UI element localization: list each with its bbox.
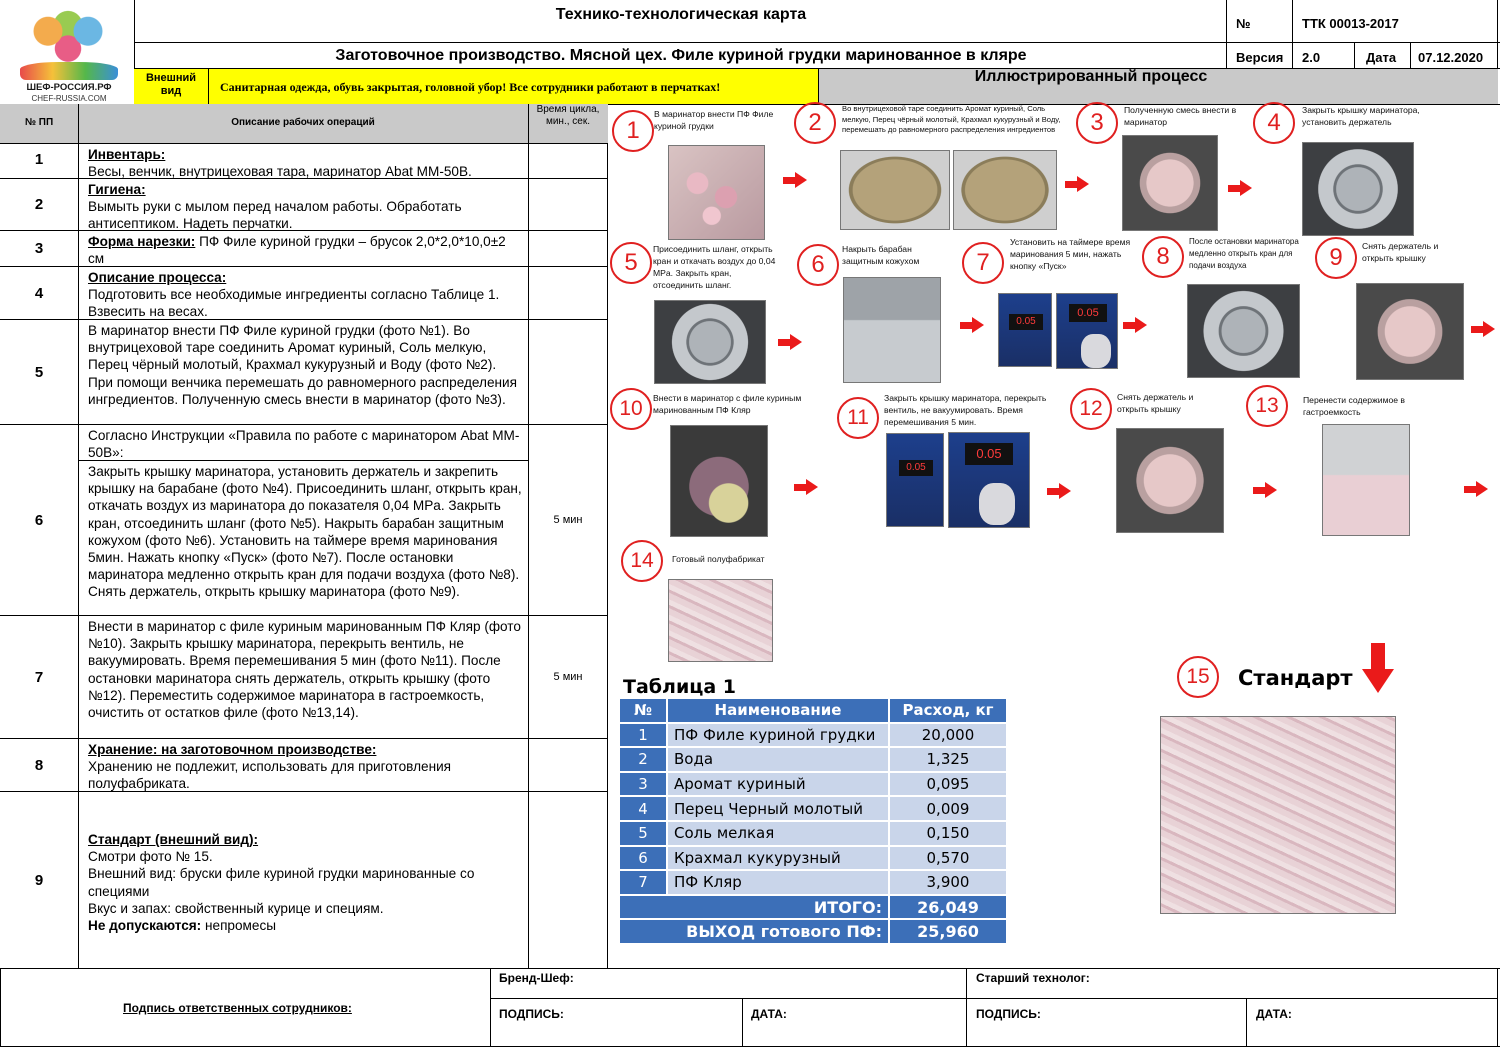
arrow-right-icon: [794, 479, 818, 495]
timer-display: 0.05: [1069, 304, 1107, 322]
standard-photo: [1160, 716, 1396, 914]
step-15-badge: 15: [1177, 656, 1219, 698]
date-value: 07.12.2020: [1418, 50, 1484, 65]
signatures-label: Подпись ответственных сотрудников:: [123, 1001, 352, 1015]
table-row: 6 Крахмал кукурузный 0,570: [620, 847, 1006, 870]
logo: [6, 4, 132, 104]
arrow-right-icon: [783, 172, 807, 188]
step-8-caption: После остановки маринатора медленно открыть кран для подачи воздуха: [1189, 237, 1299, 270]
step-2-photo-b: [953, 150, 1057, 230]
arrow-right-icon: [1464, 481, 1488, 497]
step-8-badge: 8: [1142, 236, 1184, 278]
step-6-badge: 6: [797, 244, 839, 286]
step-2-photo-a: [840, 150, 950, 230]
step-6-caption: Накрыть барабан защитным кожухом: [842, 244, 920, 266]
senior-tech-date: ДАТА:: [1256, 1007, 1292, 1021]
senior-tech-label: Старший технолог:: [976, 971, 1090, 985]
arrow-right-icon: [1228, 180, 1252, 196]
step-4-caption: Закрыть крышку маринатора, установить держатель: [1302, 105, 1420, 127]
row-2-desc: Гигиена: Вымыть руки с мылом перед началом работы. Обработать антисептиком. Надеть перчатки.: [88, 182, 462, 232]
page-subtitle: Заготовочное производство. Мясной цех. Филе куриной грудки маринованное в кляре: [335, 47, 1027, 64]
row-num-9: 9: [34, 872, 44, 889]
row-num-8: 8: [34, 757, 44, 774]
logo-line2: CHEF-RUSSIA.COM: [31, 94, 107, 103]
arrow-right-icon: [1253, 482, 1277, 498]
step-14-badge: 14: [621, 540, 663, 582]
step-4-badge: 4: [1253, 102, 1295, 144]
step-10-badge: 10: [610, 388, 652, 430]
step-2-caption: Во внутрицеховой таре соединить Аромат куриный, Соль мелкую, Перец чёрный молотый, Крахмал кукурузный и Воду, перемешать до равномерного распределения ингредиентов: [842, 104, 1061, 135]
chef-hat-icon: [18, 8, 118, 66]
row-5-desc: В маринатор внести ПФ Филе куриной грудки (фото №1). Во внутрицеховой таре соединить Аромат куриный, Соль мелкую, Перец чёрный молотый, Крахмал кукурузный и Воду (фото №2). При помощи венчика перемешать до равномерного распределения ингредиентов. Полученную смесь внести в маринатор (фото №3).: [88, 323, 517, 407]
timer-display: 0.05: [1009, 314, 1043, 330]
col-time-header: Время цикла, мин., сек.: [536, 104, 600, 127]
step-7-photo-b: [1056, 293, 1118, 369]
step-9-badge: 9: [1315, 237, 1357, 279]
arrow-right-icon: [1065, 176, 1089, 192]
row-num-2: 2: [34, 196, 44, 213]
brand-chef-sign: ПОДПИСЬ:: [499, 1007, 564, 1021]
arrow-right-icon: [1123, 317, 1147, 333]
step-3-photo: [1122, 135, 1218, 231]
step-13-photo: [1322, 424, 1410, 536]
row-num-5: 5: [34, 364, 44, 381]
row-6-desc: Закрыть крышку маринатора, установить держатель и закрепить крышку на барабане (фото №4). Присоединить шланг, открыть кран, откачать воздух из маринатора до показателя 0,04 MPa. Закрыть кран, отсоединить шланг (фото №5). Накрыть барабан защитным кожухом (фото №6). Установить на таймере время маринования 5мин. Нажать кнопку «Пуск» (фото №7). После остановки маринатора медленно открыть кран для подачи воздуха (фото №8). Снять держатель, открыть крышку маринатора (фото №9).: [88, 464, 522, 600]
table1: [618, 697, 1008, 945]
arrow-right-icon: [960, 317, 984, 333]
page-title: Технико-технологическая карта: [555, 6, 807, 23]
table-yield-row: ВЫХОД готового ПФ: 25,960: [620, 920, 1006, 943]
step-13-badge: 13: [1246, 385, 1288, 427]
brand-chef-label: Бренд-Шеф:: [499, 971, 574, 985]
row-8-desc: Хранение: на заготовочном производстве: Хранению не подлежит, использовать для приготовления полуфабриката.: [88, 742, 452, 792]
row-4-desc: Описание процесса: Подготовить все необходимые ингредиенты согласно Таблице 1. Взвесить на весах.: [88, 270, 500, 320]
table-row: 7 ПФ Кляр 3,900: [620, 871, 1006, 894]
step-5-badge: 5: [610, 242, 652, 284]
step-10-caption: Внести в маринатор с филе куриным маринованным ПФ Кляр: [653, 393, 802, 415]
row-num-3: 3: [34, 240, 44, 257]
row-3-desc: Форма нарезки: ПФ Филе куриной грудки – брусок 2,0*2,0*10,0±2 см: [88, 234, 506, 267]
row-num-6: 6: [34, 512, 44, 529]
step-11-photo-a: [886, 433, 944, 527]
row-1-desc: Инвентарь: Весы, венчик, внутрицеховая тара, маринатор Abat MM-50B.: [88, 147, 472, 180]
table1-title: Таблица 1: [623, 676, 737, 698]
table-row: 5 Соль мелкая 0,150: [620, 822, 1006, 845]
row-9-desc: Стандарт (внешний вид): Смотри фото № 15. Внешний вид: бруски филе куриной грудки маринованные со специями Вкус и запах: свойственный курице и специям. Не допускаются: непромесы: [88, 832, 475, 934]
step-5-caption: Присоединить шланг, открыть кран и откачать воздух до 0,04 MPa. Закрыть кран, отсоединить шланг.: [653, 244, 776, 290]
step-3-caption: Полученную смесь внести в маринатор: [1124, 105, 1237, 127]
step-14-caption: Готовый полуфабрикат: [672, 554, 765, 564]
step-12-caption: Снять держатель и открыть крышку: [1117, 392, 1194, 414]
t1-header-amount: Расход, кг: [890, 699, 1006, 722]
step-7-photo-a: [998, 293, 1052, 367]
doc-number: ТТК 00013-2017: [1302, 16, 1399, 31]
step-6-photo: [843, 277, 941, 383]
step-11-caption: Закрыть крышку маринатора, перекрыть вентиль, не вакуумировать. Время перемешивания 5 мин.: [884, 393, 1047, 427]
date-label: Дата: [1366, 50, 1397, 65]
step-8-photo: [1187, 284, 1300, 378]
step-13-caption: Перенести содержимое в гастроемкость: [1303, 395, 1405, 417]
arrow-right-icon: [1471, 321, 1495, 337]
col-desc-header: Описание рабочих операций: [231, 117, 375, 128]
step-1-badge: 1: [612, 110, 654, 152]
step-3-badge: 3: [1076, 102, 1118, 144]
row-7-desc: Внести в маринатор с филе куриным маринованным ПФ Кляр (фото №10). Закрыть крышку маринатора, перекрыть вентиль, не вакуумировать. Время перемешивания 5 мин (фото №11). После остановки маринатора снять держатель, открыть крышку (фото №12). Переместить содержимое маринатора в гастроемкость, очистить от остатков филе (фото №13,14).: [88, 619, 521, 721]
sanitary-notice: Санитарная одежда, обувь закрытая, головной убор! Все сотрудники работают в перчатках!: [220, 80, 721, 94]
arrow-right-icon: [1047, 483, 1071, 499]
illustrated-process-title: Иллюстрированный процесс: [974, 68, 1208, 85]
step-4-photo: [1302, 142, 1414, 236]
row-6-intro: Согласно Инструкции «Правила по работе с маринатором Abat MM-50B»:: [88, 428, 520, 461]
arrow-right-icon: [778, 334, 802, 350]
table-row: 2 Вода 1,325: [620, 748, 1006, 771]
col-num-header: № ПП: [24, 117, 54, 128]
t1-header-num: №: [620, 699, 666, 722]
arrow-down-icon: [1362, 643, 1394, 693]
step-12-photo: [1116, 428, 1224, 533]
step-11-photo-b: [948, 432, 1030, 528]
table-row: 4 Перец Черный молотый 0,009: [620, 797, 1006, 820]
timer-display: 0.05: [899, 460, 933, 476]
version-value: 2.0: [1302, 50, 1321, 65]
brand-chef-date: ДАТА:: [751, 1007, 787, 1021]
row-num-1: 1: [34, 151, 44, 168]
step-12-badge: 12: [1070, 388, 1112, 430]
step-11-badge: 11: [837, 397, 879, 439]
step-9-photo: [1356, 283, 1464, 380]
t1-header-name: Наименование: [668, 699, 888, 722]
step-10-photo: [670, 425, 768, 537]
table-row: 3 Аромат куриный 0,095: [620, 773, 1006, 796]
appearance-label: Внешний вид: [145, 72, 197, 97]
row-6-time: 5 мин: [553, 514, 583, 526]
table-total-row: ИТОГО: 26,049: [620, 896, 1006, 919]
step-1-caption: В маринатор внести ПФ Филе куриной грудки: [654, 109, 774, 131]
senior-tech-sign: ПОДПИСЬ:: [976, 1007, 1041, 1021]
timer-display: 0.05: [965, 443, 1013, 465]
table-row: 1 ПФ Филе куриной грудки 20,000: [620, 724, 1006, 747]
logo-line1: ШЕФ-РОССИЯ.РФ: [26, 82, 112, 93]
step-9-caption: Снять держатель и открыть крышку: [1362, 241, 1439, 263]
step-5-photo: [654, 300, 766, 384]
step-1-photo: [668, 145, 765, 240]
row-num-4: 4: [34, 285, 44, 302]
row-7-time: 5 мин: [553, 671, 583, 683]
step-14-photo: [668, 579, 773, 662]
step-2-badge: 2: [794, 102, 836, 144]
version-label: Версия: [1236, 50, 1284, 65]
standard-label: Стандарт: [1238, 666, 1353, 690]
row-num-7: 7: [34, 669, 44, 686]
doc-number-label: №: [1236, 16, 1251, 31]
step-7-caption: Установить на таймере время маринования 5 мин, нажать кнопку «Пуск»: [1010, 237, 1131, 271]
step-7-badge: 7: [962, 242, 1004, 284]
